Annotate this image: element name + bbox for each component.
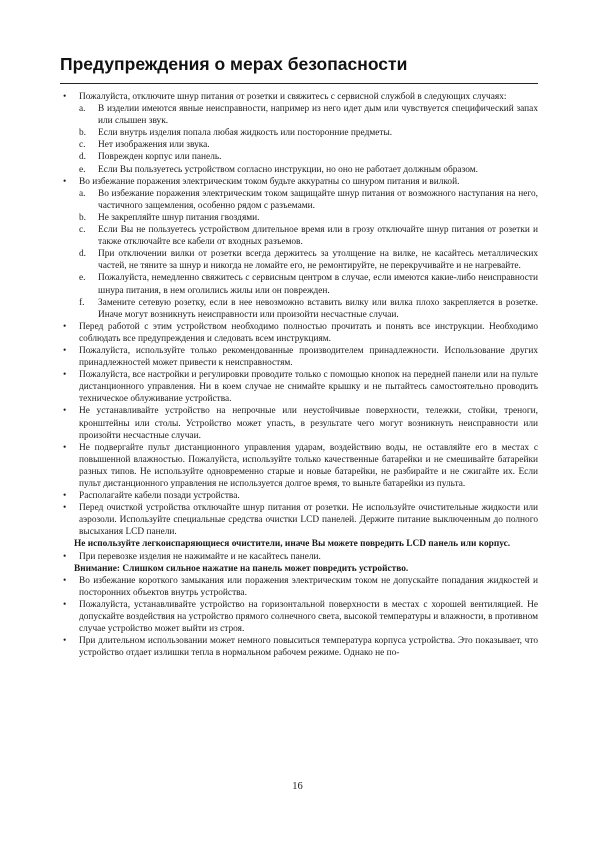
safety-list xyxy=(60,91,538,659)
subitem-marker: b. xyxy=(79,212,87,223)
subitem-marker: b. xyxy=(79,128,87,139)
safety-subitem xyxy=(79,164,538,176)
safety-item-text: Во избежание поражения электрическим током будьте аккуратны со шнуром питания и вилкой. xyxy=(79,176,460,187)
safety-item-text: Пожалуйста, все настройки и регулировки проводите только с помощью кнопок на передней панели или на пульте дистанционного управления. Ни в коем случае не снимайте крышку и не пытайтесь самостоятельно проводить техническое облуживание устройства. xyxy=(79,370,538,405)
subitem-marker: a. xyxy=(79,188,86,199)
safety-subitem xyxy=(79,127,538,139)
bold-warning: Внимание: Слишком сильное нажатие на панель может повредить устройство. xyxy=(74,563,409,574)
subitem-text: Во избежание поражения электрическим током защищайте шнур питания от возможного наступания на него, частичного защемления, особенно рядом с разъемами. xyxy=(98,188,538,211)
safety-sublist xyxy=(79,188,538,321)
safety-item-text: Не устанавливайте устройство на непрочные или неустойчивые поверхности, тележки, стойки, треноги, кронштейны или столы. Устройство может упасть, в результате чего могут возникнуть неисправности или произойти несчастные случаи. xyxy=(79,406,538,441)
safety-item-text: Перед работой с этим устройством необходимо полностью прочитать и понять все инструкции. Необходимо соблюдать все предупреждения и следовать всем инструкциям. xyxy=(79,321,538,344)
safety-item xyxy=(60,502,538,538)
subitem-marker: c. xyxy=(79,140,86,151)
safety-item xyxy=(60,490,538,502)
safety-item-text: Не подвергайте пульт дистанционного управления ударам, воздействию воды, не оставляйте его в местах с повышенной влажностью. Пожалуйста, используйте только качественные батарейки и не смешивайте батарейки разных типов. Не используйте одновременно старые и новые батарейки, не разбирайте и не сжигайте их. Если пульт дистанционного управления не используется долгое время, то выньте батарейки из пульта. xyxy=(79,442,538,489)
safety-sublist xyxy=(79,103,538,176)
safety-item-text: Пожалуйста, используйте только рекомендованные производителем принадлежности. Использование других принадлежностей может привести к неисправностям. xyxy=(79,345,538,369)
page-title: Предупреждения о мерах безопасности xyxy=(60,54,408,74)
safety-subitem xyxy=(79,297,538,321)
safety-subitem xyxy=(79,212,538,224)
subitem-marker: e. xyxy=(79,164,86,175)
safety-item xyxy=(60,599,538,635)
safety-item xyxy=(60,345,538,369)
safety-content xyxy=(60,91,538,659)
subitem-text: При отключении вилки от розетки всегда держитесь за утолщение на вилке, не касайтесь металлических частей, не тяните за шнур и никогда не ломайте его, не ремонтируйте, не перекручивайте и не нагревайте. xyxy=(98,249,538,272)
title-rule xyxy=(60,83,538,84)
safety-item xyxy=(60,405,538,441)
safety-item-text: Во избежание короткого замыкания или поражения электрическим током не допускайте попадания жидкостей и посторонних объектов внутрь устройства. xyxy=(79,575,538,598)
safety-item-text: Перед очисткой устройства отключайте шнур питания от розетки. Не используйте очистительные жидкости или аэрозоли. Используйте специальные средства очистки LCD панелей. Держите питание выключенным до полного высыхания LCD панели. xyxy=(79,503,538,538)
subitem-marker: f. xyxy=(79,297,85,308)
page-number: 16 xyxy=(292,781,303,792)
safety-subitem xyxy=(79,248,538,272)
subitem-marker: d. xyxy=(79,249,87,260)
safety-item xyxy=(60,369,538,405)
safety-item xyxy=(60,442,538,490)
safety-item xyxy=(60,635,538,659)
safety-subitem xyxy=(79,139,538,151)
subitem-marker: a. xyxy=(79,104,86,115)
subitem-marker: d. xyxy=(79,152,87,163)
subitem-marker: e. xyxy=(79,273,86,284)
subitem-text: Если Вы пользуетесь устройством согласно инструкции, но оно не работает должным образом. xyxy=(98,164,478,175)
subitem-text: Замените сетевую розетку, если в нее невозможно вставить вилку или вилка плохо закрепляется в розетке. Иначе могут возникнуть неисправности или произойти несчастные случаи. xyxy=(98,297,538,320)
subitem-text: Пожалуйста, немедленно свяжитесь с сервисным центром в случае, если имеются какие-либо неисправности шнура питания, в нем оголились жилы или он поврежден. xyxy=(98,273,538,296)
subitem-marker: c. xyxy=(79,225,86,236)
safety-item-text: Пожалуйста, устанавливайте устройство на горизонтальной поверхности в местах с хорошей вентиляцией. Не допускайте воздействия на устройство прямого солнечного света, высокой температуры и влажности, в противном случае устройство может выйти из строя. xyxy=(79,599,538,635)
safety-item xyxy=(60,321,538,345)
safety-item xyxy=(60,91,538,176)
safety-item-text: Пожалуйста, отключите шнур питания от розетки и свяжитесь с сервисной службой в следующих случаях: xyxy=(79,92,507,102)
safety-subitem xyxy=(79,224,538,248)
subitem-text: В изделии имеются явные неисправности, например из него идет дым или чувствуется специфический запах или слышен звук. xyxy=(98,104,538,127)
safety-subitem xyxy=(79,151,538,163)
safety-item-text: Располагайте кабели позади устройства. xyxy=(79,491,240,502)
safety-item-text: При перевозке изделия не нажимайте и не касайтесь панели. xyxy=(79,551,321,562)
subitem-text: Если Вы не пользуетесь устройством длительное время или в грозу отключайте шнур питания от розетки и также отключайте все кабели от входных разъемов. xyxy=(98,225,538,248)
safety-item xyxy=(60,176,538,321)
bold-warning: Не используйте легкоиспаряющиеся очистители, иначе Вы можете повредить LCD панель или корпус. xyxy=(74,539,511,550)
safety-item-text: При длительном использовании может немного повыситься температура корпуса устройства. Это показывает, что устройство отдает излишки тепла в нормальном рабочем режиме. Однако не по- xyxy=(79,636,538,659)
subitem-text: Нет изображения или звука. xyxy=(98,140,210,151)
safety-subitem xyxy=(79,188,538,212)
safety-item xyxy=(60,551,538,563)
subitem-text: Поврежден корпус или панель. xyxy=(98,152,222,163)
subitem-text: Если внутрь изделия попала любая жидкость или посторонние предметы. xyxy=(98,128,393,139)
subitem-text: Не закрепляйте шнур питания гвоздями. xyxy=(98,212,260,223)
safety-subitem xyxy=(79,103,538,127)
safety-item xyxy=(60,575,538,599)
safety-subitem xyxy=(79,272,538,296)
